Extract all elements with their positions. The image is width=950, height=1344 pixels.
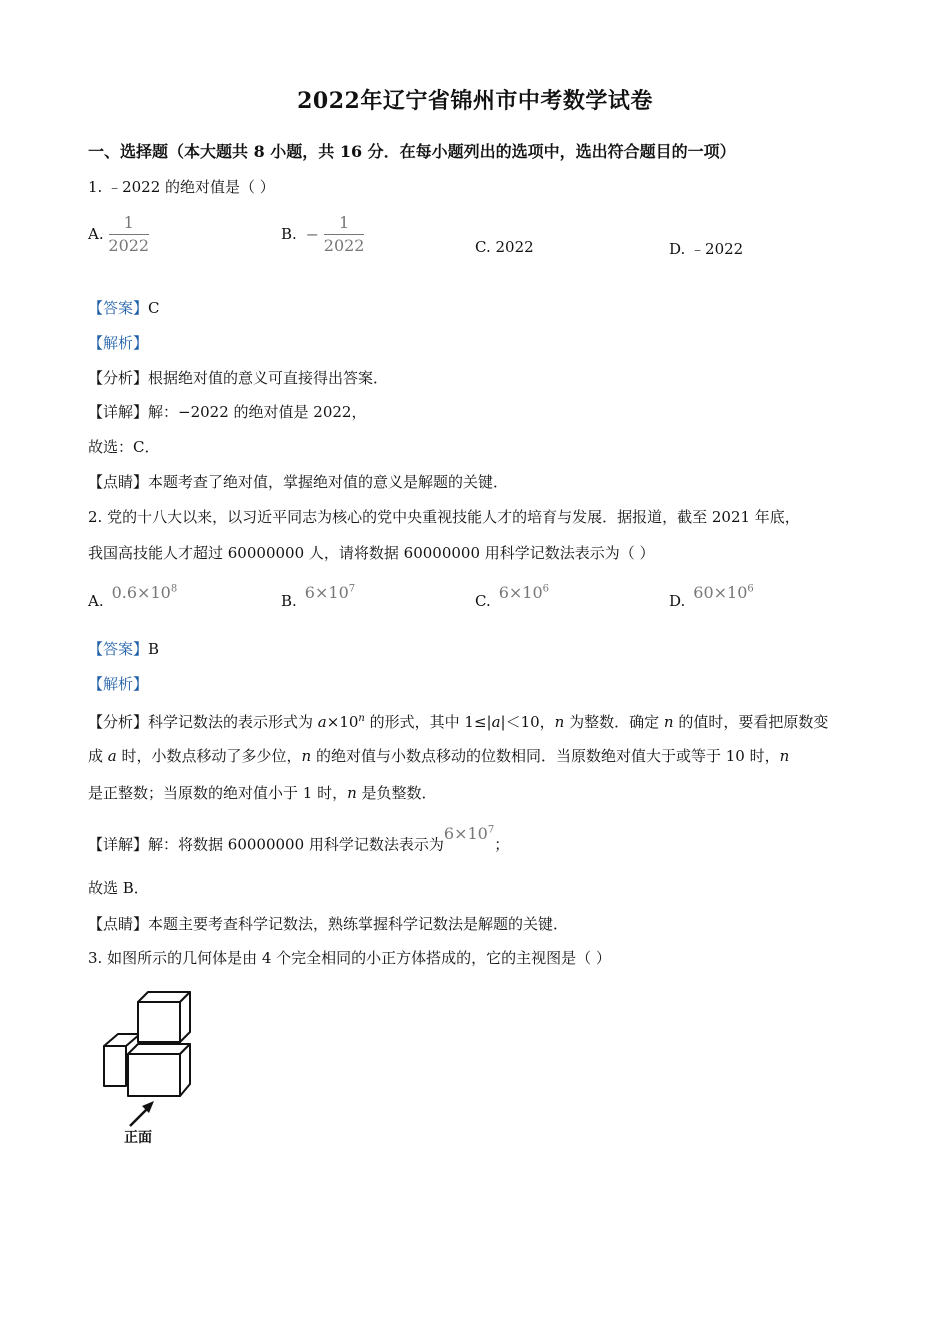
page-title: 2022年辽宁省锦州市中考数学试卷 [297,88,653,114]
q1-detail [88,402,366,422]
fenxi-tag: 【分析】 [88,369,149,387]
q2-fenxi-line3 [88,783,437,803]
denominator: 2022 [323,236,365,255]
q1-option-a[interactable] [88,214,149,255]
sci-notation [305,583,355,602]
q1-stem: 1. ﹣2022 的绝对值是（ ） [88,178,275,196]
q2-answer [88,639,159,659]
text: 的绝对值与小数点移动的位数相同．当原数绝对值大于或等于 10 时， [311,747,780,765]
fraction [108,214,149,255]
option-letter: C. [475,238,491,256]
cube-figure [96,988,206,1148]
q1-option-c[interactable] [475,238,534,256]
detail-tag: 【详解】 [88,403,149,421]
option-text: ﹣2022 [690,240,744,258]
q2-stem-line1: 2. 党的十八大以来，以习近平同志为核心的党中央重视技能人才的培育与发展．据报道，截至 2021 年底， [88,508,800,526]
option-letter: C. [475,592,491,610]
text: ×10 [326,713,359,731]
q2-analysis-tag: 【解析】 [88,675,149,693]
text: 是负整数． [356,784,437,802]
fenxi-text: 根据绝对值的意义可直接得出答案． [148,369,389,387]
text: |＜10， [500,713,555,731]
q1-analysis-tag: 【解析】 [88,334,149,352]
sci-base: 0.6×10 [111,583,171,602]
minus-sign: − [305,225,319,244]
sci-exponent: 6 [542,583,550,595]
var: n [779,747,790,765]
var: n [358,713,365,724]
sci-notation [444,824,494,843]
sci-notation [499,583,549,602]
point-text: 本题考查了绝对值，掌握绝对值的意义是解题的关键． [148,473,509,491]
answer-tag: 【答案】 [88,640,149,658]
q3-stem: 3. 如图所示的几何体是由 4 个完全相同的小正方体搭成的，它的主视图是（ ） [88,949,611,967]
var: n [663,713,674,731]
point-text: 本题主要考查科学记数法，熟练掌握科学记数法是解题的关键． [148,915,569,933]
sci-notation [693,583,754,602]
detail-text: 解：将数据 60000000 用科学记数法表示为 [148,835,444,854]
q1-option-b[interactable] [281,214,364,255]
fraction [324,214,365,255]
q2-option-d[interactable] [669,583,754,610]
point-tag: 【点睛】 [88,473,149,491]
text: 科学记数法的表示形式为 [148,713,318,731]
numerator: 1 [339,213,350,232]
q2-fenxi-line1 [88,709,828,732]
var: a [107,747,117,765]
q2-option-b[interactable] [281,583,356,610]
q1-point [88,472,508,492]
option-text: 2022 [495,238,534,256]
answer-tag: 【答案】 [88,299,149,317]
q2-detail [88,824,510,854]
sci-base: 60×10 [693,583,748,602]
figure-label: 正面 [124,1130,152,1146]
q2-option-a[interactable] [88,583,178,610]
option-letter: D. [669,240,686,258]
q2-point [88,914,568,934]
answer-value: B [148,640,160,658]
detail-text: 解：−2022 的绝对值是 2022， [148,403,367,421]
option-letter: B. [281,592,297,610]
point-tag: 【点睛】 [88,915,149,933]
q1-fenxi [88,368,388,388]
var: a [491,713,501,731]
var: n [301,747,312,765]
q2-option-c[interactable] [475,583,550,610]
sci-notation [112,583,178,602]
var: n [554,713,565,731]
text: 时，小数点移动了多少位， [116,747,302,765]
q2-conclusion: 故选 B． [88,879,149,897]
text: 是正整数；当原数的绝对值小于 1 时， [88,784,348,802]
sci-exponent: 8 [170,583,178,595]
text: 的值时，要看把原数变 [673,713,829,731]
var: n [347,784,357,802]
section-heading: 一、选择题（本大题共 8 小题，共 16 分．在每小题列出的选项中，选出符合题目的一项） [88,142,736,161]
sci-exponent: 7 [487,825,495,836]
q2-fenxi-line2 [88,746,789,766]
text: 的形式，其中 1≤| [364,713,492,731]
sci-base: 6×10 [443,824,488,844]
sci-exponent: 7 [348,583,356,595]
q2-stem-line2: 我国高技能人才超过 60000000 人，请将数据 60000000 用科学记数法表示为（ ） [88,544,655,562]
var: a [317,713,327,731]
sci-base: 6×10 [498,583,543,602]
detail-tag: 【详解】 [88,835,149,854]
option-letter: D. [669,592,686,610]
answer-value: C [148,299,160,317]
text: 成 [88,747,108,765]
q1-conclusion: 故选：C． [88,438,160,456]
option-letter: B. [281,224,297,243]
text: 为整数．确定 [564,713,664,731]
q1-option-d[interactable] [669,238,743,259]
q1-answer [88,298,160,318]
option-letter: A. [88,592,104,610]
denominator: 2022 [108,236,150,255]
sci-exponent: 6 [747,583,754,595]
arrow-icon [130,1101,154,1126]
numerator: 1 [123,213,134,232]
text: ； [494,835,510,854]
option-letter: A. [88,224,104,243]
fenxi-tag: 【分析】 [88,713,149,731]
sci-base: 6×10 [304,583,349,602]
